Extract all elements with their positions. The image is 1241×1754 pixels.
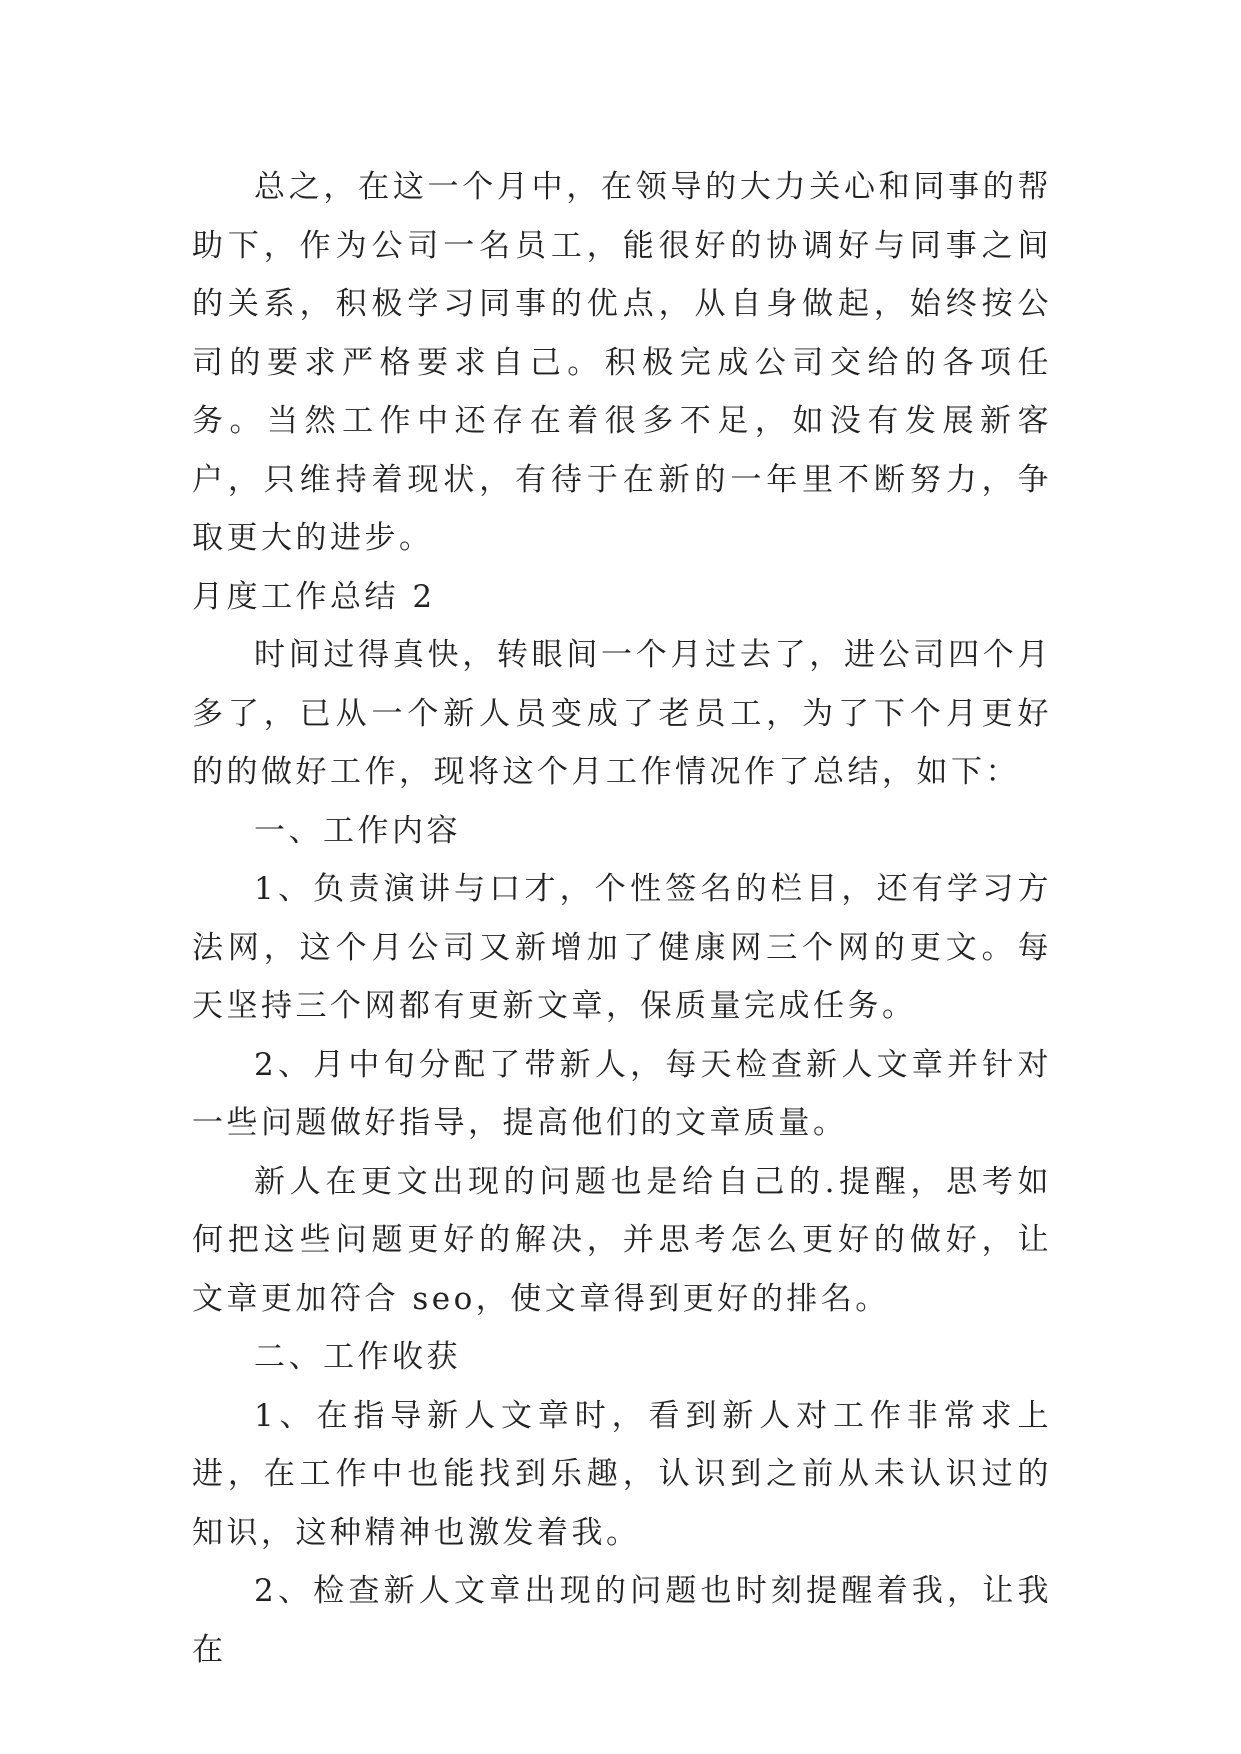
subheading-work-gains: 二、工作收获 <box>254 1339 461 1375</box>
paragraph-item-2: 2、月中旬分配了带新人，每天检查新人文章并针对一些问题做好指导，提高他们的文章质量。 <box>192 1046 1052 1141</box>
paragraph-gain-2: 2、检查新人文章出现的问题也时刻提醒着我，让我在 <box>192 1573 1052 1668</box>
document-body <box>192 158 1052 1679</box>
section-title: 月度工作总结 2 <box>192 578 436 615</box>
subheading-work-content: 一、工作内容 <box>254 812 461 849</box>
paragraph-newcomer: 新人在更文出现的问题也是给自己的.提醒，思考如何把这些问题更好的解决，并思考怎么更好的做好，让文章更加符合 seo，使文章得到更好的排名。 <box>192 1163 1052 1317</box>
paragraph-item-1: 1、负责演讲与口才，个性签名的栏目，还有学习方法网，这个月公司又新增加了健康网三个网的更文。每天坚持三个网都有更新文章，保质量完成任务。 <box>192 871 1052 1024</box>
paragraph-gain-1: 1、在指导新人文章时，看到新人对工作非常求上进，在工作中也能找到乐趣，认识到之前从未认识过的知识，这种精神也激发着我。 <box>192 1397 1052 1551</box>
paragraph-summary: 总之，在这一个月中，在领导的大力关心和同事的帮助下，作为公司一名员工，能很好的协调好与同事之间的关系，积极学习同事的优点，从自身做起，始终按公司的要求严格要求自己。积极完成公司交给的各项任务。当然工作中还存在着很多不足，如没有发展新客户，只维持着现状，有待于在新的一年里不断努力，争取更大的进步。 <box>192 169 1052 556</box>
paragraph-intro: 时间过得真快，转眼间一个月过去了，进公司四个月多了，已从一个新人员变成了老员工，为了下个月更好的的做好工作，现将这个月工作情况作了总结，如下： <box>192 637 1052 790</box>
